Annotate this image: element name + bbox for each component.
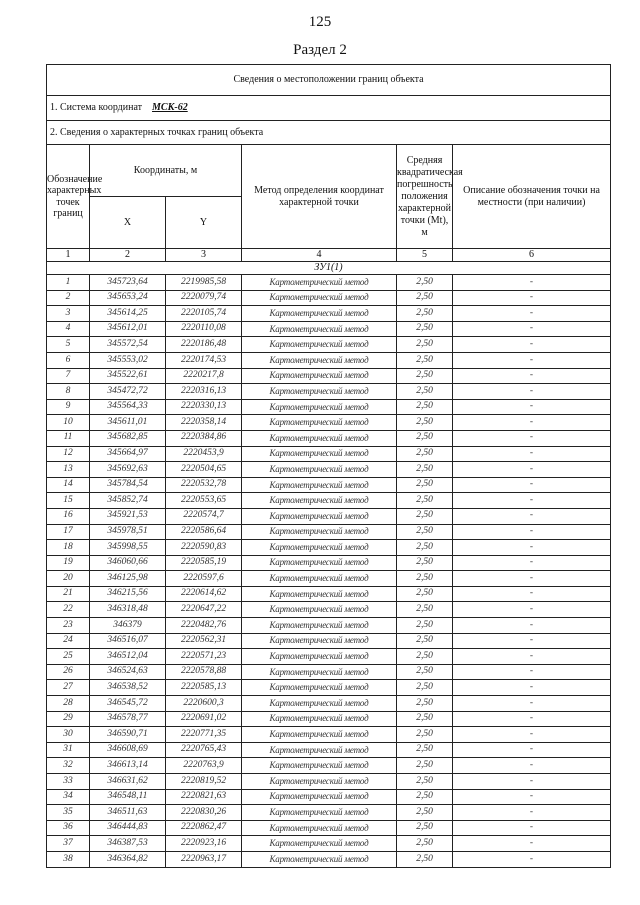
- y-coordinate-cell: 2220217,8: [166, 368, 242, 384]
- point-id-cell: 29: [47, 711, 90, 727]
- mean-error-cell: 2,50: [397, 352, 453, 368]
- description-cell: -: [453, 758, 611, 774]
- mean-error-cell: 2,50: [397, 789, 453, 805]
- section-title: Раздел 2: [293, 42, 347, 58]
- y-coordinate-cell: 2220571,23: [166, 649, 242, 665]
- x-coordinate-cell: 346387,53: [90, 836, 166, 852]
- table-row: [47, 524, 611, 540]
- table-row: [47, 649, 611, 665]
- point-id-cell: 15: [47, 493, 90, 509]
- table-row: [47, 275, 611, 291]
- mean-error-cell: 2,50: [397, 290, 453, 306]
- mean-error-cell: 2,50: [397, 555, 453, 571]
- method-cell: Картометрический метод: [242, 758, 397, 774]
- method-cell: Картометрический метод: [242, 633, 397, 649]
- description-cell: -: [453, 820, 611, 836]
- description-cell: -: [453, 805, 611, 821]
- point-id-cell: 28: [47, 696, 90, 712]
- description-cell: -: [453, 524, 611, 540]
- description-cell: -: [453, 368, 611, 384]
- table-row: [47, 384, 611, 400]
- coordinate-system-label: 1. Система координат: [50, 102, 143, 113]
- method-cell: Картометрический метод: [242, 540, 397, 556]
- point-id-cell: 30: [47, 727, 90, 743]
- point-id-cell: 10: [47, 415, 90, 431]
- method-cell: Картометрический метод: [242, 805, 397, 821]
- x-coordinate-cell: 346060,66: [90, 555, 166, 571]
- table-row: [47, 321, 611, 337]
- point-id-cell: 2: [47, 290, 90, 306]
- table-row: [47, 446, 611, 462]
- x-coordinate-cell: 346364,82: [90, 851, 166, 867]
- y-coordinate-cell: 2220574,7: [166, 508, 242, 524]
- description-cell: -: [453, 711, 611, 727]
- y-coordinate-cell: 2219985,58: [166, 275, 242, 291]
- mean-error-cell: 2,50: [397, 415, 453, 431]
- x-coordinate-cell: 346511,63: [90, 805, 166, 821]
- point-id-cell: 21: [47, 586, 90, 602]
- mean-error-cell: 2,50: [397, 462, 453, 478]
- method-cell: Картометрический метод: [242, 384, 397, 400]
- point-id-cell: 31: [47, 742, 90, 758]
- mean-error-cell: 2,50: [397, 306, 453, 322]
- method-cell: Картометрический метод: [242, 696, 397, 712]
- x-coordinate-cell: 345572,54: [90, 337, 166, 353]
- mean-error-cell: 2,50: [397, 430, 453, 446]
- method-cell: Картометрический метод: [242, 820, 397, 836]
- land-plot-label: ЗУ1(1): [47, 262, 611, 275]
- y-coordinate-cell: 2220482,76: [166, 618, 242, 634]
- table-row: [47, 368, 611, 384]
- method-cell: Картометрический метод: [242, 524, 397, 540]
- table-row: [47, 820, 611, 836]
- description-cell: -: [453, 664, 611, 680]
- description-cell: -: [453, 275, 611, 291]
- header-description: Описание обозначения точки на местности (при наличии): [453, 145, 611, 249]
- mean-error-cell: 2,50: [397, 275, 453, 291]
- description-cell: -: [453, 727, 611, 743]
- x-coordinate-cell: 345852,74: [90, 493, 166, 509]
- table-row: [47, 493, 611, 509]
- point-id-cell: 23: [47, 618, 90, 634]
- description-cell: -: [453, 290, 611, 306]
- x-coordinate-cell: 345522,61: [90, 368, 166, 384]
- method-cell: Картометрический метод: [242, 586, 397, 602]
- description-cell: -: [453, 680, 611, 696]
- column-number: 3: [166, 249, 242, 262]
- y-coordinate-cell: 2220586,64: [166, 524, 242, 540]
- column-number: 5: [397, 249, 453, 262]
- x-coordinate-cell: 346215,56: [90, 586, 166, 602]
- point-id-cell: 20: [47, 571, 90, 587]
- method-cell: Картометрический метод: [242, 571, 397, 587]
- point-id-cell: 17: [47, 524, 90, 540]
- x-coordinate-cell: 345664,97: [90, 446, 166, 462]
- mean-error-cell: 2,50: [397, 836, 453, 852]
- description-cell: -: [453, 399, 611, 415]
- y-coordinate-cell: 2220358,14: [166, 415, 242, 431]
- point-id-cell: 14: [47, 477, 90, 493]
- method-cell: Картометрический метод: [242, 742, 397, 758]
- x-coordinate-cell: 346608,69: [90, 742, 166, 758]
- y-coordinate-cell: 2220585,13: [166, 680, 242, 696]
- table-row: [47, 586, 611, 602]
- x-coordinate-cell: 345784,54: [90, 477, 166, 493]
- mean-error-cell: 2,50: [397, 758, 453, 774]
- boundary-points-table: [46, 64, 611, 868]
- method-cell: Картометрический метод: [242, 399, 397, 415]
- description-cell: -: [453, 540, 611, 556]
- method-cell: Картометрический метод: [242, 337, 397, 353]
- header-method: Метод определения координат характерной точки: [242, 145, 397, 249]
- y-coordinate-cell: 2220614,62: [166, 586, 242, 602]
- method-cell: Картометрический метод: [242, 430, 397, 446]
- x-coordinate-cell: 345612,01: [90, 321, 166, 337]
- description-cell: -: [453, 477, 611, 493]
- header-y: Y: [166, 197, 242, 249]
- table-row: [47, 602, 611, 618]
- x-coordinate-cell: 345472,72: [90, 384, 166, 400]
- point-id-cell: 33: [47, 774, 90, 790]
- y-coordinate-cell: 2220174,53: [166, 352, 242, 368]
- x-coordinate-cell: 346512,04: [90, 649, 166, 665]
- description-cell: -: [453, 586, 611, 602]
- x-coordinate-cell: 345653,24: [90, 290, 166, 306]
- x-coordinate-cell: 346379: [90, 618, 166, 634]
- mean-error-cell: 2,50: [397, 820, 453, 836]
- method-cell: Картометрический метод: [242, 774, 397, 790]
- point-id-cell: 1: [47, 275, 90, 291]
- x-coordinate-cell: 345682,85: [90, 430, 166, 446]
- point-id-cell: 27: [47, 680, 90, 696]
- method-cell: Картометрический метод: [242, 602, 397, 618]
- x-coordinate-cell: 345553,02: [90, 352, 166, 368]
- x-coordinate-cell: 346578,77: [90, 711, 166, 727]
- x-coordinate-cell: 346516,07: [90, 633, 166, 649]
- table-row: [47, 555, 611, 571]
- point-id-cell: 22: [47, 602, 90, 618]
- x-coordinate-cell: 345692,63: [90, 462, 166, 478]
- x-coordinate-cell: 346318,48: [90, 602, 166, 618]
- header-point-designation: Обозначение характерных точек границ: [47, 145, 90, 249]
- x-coordinate-cell: 345611,01: [90, 415, 166, 431]
- mean-error-cell: 2,50: [397, 321, 453, 337]
- point-id-cell: 34: [47, 789, 90, 805]
- method-cell: Картометрический метод: [242, 321, 397, 337]
- point-id-cell: 19: [47, 555, 90, 571]
- method-cell: Картометрический метод: [242, 649, 397, 665]
- mean-error-cell: 2,50: [397, 680, 453, 696]
- table-row: [47, 477, 611, 493]
- table-row: [47, 633, 611, 649]
- table-row: [47, 415, 611, 431]
- point-id-cell: 26: [47, 664, 90, 680]
- point-id-cell: 6: [47, 352, 90, 368]
- method-cell: Картометрический метод: [242, 789, 397, 805]
- mean-error-cell: 2,50: [397, 664, 453, 680]
- x-coordinate-cell: 346538,52: [90, 680, 166, 696]
- table-row: [47, 664, 611, 680]
- y-coordinate-cell: 2220963,17: [166, 851, 242, 867]
- y-coordinate-cell: 2220553,65: [166, 493, 242, 509]
- description-cell: -: [453, 462, 611, 478]
- point-id-cell: 16: [47, 508, 90, 524]
- y-coordinate-cell: 2220079,74: [166, 290, 242, 306]
- description-cell: -: [453, 337, 611, 353]
- description-cell: -: [453, 415, 611, 431]
- column-number: 4: [242, 249, 397, 262]
- mean-error-cell: 2,50: [397, 571, 453, 587]
- table-row: [47, 711, 611, 727]
- method-cell: Картометрический метод: [242, 618, 397, 634]
- point-id-cell: 35: [47, 805, 90, 821]
- description-cell: -: [453, 384, 611, 400]
- point-id-cell: 24: [47, 633, 90, 649]
- x-coordinate-cell: 345614,25: [90, 306, 166, 322]
- table-row: [47, 742, 611, 758]
- x-coordinate-cell: 346548,11: [90, 789, 166, 805]
- point-id-cell: 7: [47, 368, 90, 384]
- point-id-cell: 13: [47, 462, 90, 478]
- y-coordinate-cell: 2220453,9: [166, 446, 242, 462]
- y-coordinate-cell: 2220862,47: [166, 820, 242, 836]
- y-coordinate-cell: 2220590,83: [166, 540, 242, 556]
- y-coordinate-cell: 2220330,13: [166, 399, 242, 415]
- mean-error-cell: 2,50: [397, 384, 453, 400]
- x-coordinate-cell: 346125,98: [90, 571, 166, 587]
- y-coordinate-cell: 2220923,16: [166, 836, 242, 852]
- method-cell: Картометрический метод: [242, 477, 397, 493]
- description-cell: -: [453, 555, 611, 571]
- description-cell: -: [453, 430, 611, 446]
- point-id-cell: 37: [47, 836, 90, 852]
- table-row: [47, 571, 611, 587]
- description-cell: -: [453, 602, 611, 618]
- y-coordinate-cell: 2220600,3: [166, 696, 242, 712]
- page-number: 125: [308, 14, 332, 30]
- mean-error-cell: 2,50: [397, 586, 453, 602]
- method-cell: Картометрический метод: [242, 415, 397, 431]
- coordinate-system-value: МСК-62: [152, 102, 188, 113]
- mean-error-cell: 2,50: [397, 774, 453, 790]
- method-cell: Картометрический метод: [242, 368, 397, 384]
- description-cell: -: [453, 742, 611, 758]
- table-row: [47, 306, 611, 322]
- description-cell: -: [453, 352, 611, 368]
- point-id-cell: 36: [47, 820, 90, 836]
- y-coordinate-cell: 2220830,26: [166, 805, 242, 821]
- point-id-cell: 18: [47, 540, 90, 556]
- point-id-cell: 8: [47, 384, 90, 400]
- x-coordinate-cell: 346613,14: [90, 758, 166, 774]
- point-id-cell: 12: [47, 446, 90, 462]
- mean-error-cell: 2,50: [397, 446, 453, 462]
- description-cell: -: [453, 571, 611, 587]
- description-cell: -: [453, 446, 611, 462]
- table-row: [47, 337, 611, 353]
- table-row: [47, 680, 611, 696]
- x-coordinate-cell: 346590,71: [90, 727, 166, 743]
- description-cell: -: [453, 789, 611, 805]
- method-cell: Картометрический метод: [242, 508, 397, 524]
- table-row: [47, 758, 611, 774]
- y-coordinate-cell: 2220504,65: [166, 462, 242, 478]
- description-cell: -: [453, 633, 611, 649]
- y-coordinate-cell: 2220110,08: [166, 321, 242, 337]
- header-x: X: [90, 197, 166, 249]
- description-cell: -: [453, 649, 611, 665]
- table-row: [47, 851, 611, 867]
- point-id-cell: 25: [47, 649, 90, 665]
- method-cell: Картометрический метод: [242, 462, 397, 478]
- y-coordinate-cell: 2220819,52: [166, 774, 242, 790]
- x-coordinate-cell: 345723,64: [90, 275, 166, 291]
- table-row: [47, 618, 611, 634]
- mean-error-cell: 2,50: [397, 851, 453, 867]
- description-cell: -: [453, 851, 611, 867]
- mean-error-cell: 2,50: [397, 477, 453, 493]
- column-number: 2: [90, 249, 166, 262]
- mean-error-cell: 2,50: [397, 540, 453, 556]
- table-row: [47, 540, 611, 556]
- y-coordinate-cell: 2220532,78: [166, 477, 242, 493]
- x-coordinate-cell: 346545,72: [90, 696, 166, 712]
- table-row: [47, 774, 611, 790]
- mean-error-cell: 2,50: [397, 649, 453, 665]
- description-cell: -: [453, 696, 611, 712]
- description-cell: -: [453, 508, 611, 524]
- mean-error-cell: 2,50: [397, 618, 453, 634]
- y-coordinate-cell: 2220763,9: [166, 758, 242, 774]
- y-coordinate-cell: 2220597,6: [166, 571, 242, 587]
- y-coordinate-cell: 2220647,22: [166, 602, 242, 618]
- point-id-cell: 9: [47, 399, 90, 415]
- point-id-cell: 3: [47, 306, 90, 322]
- mean-error-cell: 2,50: [397, 711, 453, 727]
- point-id-cell: 4: [47, 321, 90, 337]
- method-cell: Картометрический метод: [242, 275, 397, 291]
- x-coordinate-cell: 346524,63: [90, 664, 166, 680]
- method-cell: Картометрический метод: [242, 290, 397, 306]
- table-row: [47, 352, 611, 368]
- table-row: [47, 430, 611, 446]
- method-cell: Картометрический метод: [242, 851, 397, 867]
- method-cell: Картометрический метод: [242, 727, 397, 743]
- method-cell: Картометрический метод: [242, 493, 397, 509]
- table-row: [47, 462, 611, 478]
- y-coordinate-cell: 2220562,31: [166, 633, 242, 649]
- mean-error-cell: 2,50: [397, 508, 453, 524]
- y-coordinate-cell: 2220585,19: [166, 555, 242, 571]
- points-info-label: 2. Сведения о характерных точках границ объекта: [47, 121, 611, 145]
- mean-error-cell: 2,50: [397, 493, 453, 509]
- x-coordinate-cell: 345998,55: [90, 540, 166, 556]
- mean-error-cell: 2,50: [397, 602, 453, 618]
- mean-error-cell: 2,50: [397, 727, 453, 743]
- method-cell: Картометрический метод: [242, 352, 397, 368]
- point-id-cell: 5: [47, 337, 90, 353]
- mean-error-cell: 2,50: [397, 805, 453, 821]
- mean-error-cell: 2,50: [397, 368, 453, 384]
- method-cell: Картометрический метод: [242, 306, 397, 322]
- method-cell: Картометрический метод: [242, 446, 397, 462]
- point-id-cell: 32: [47, 758, 90, 774]
- y-coordinate-cell: 2220765,43: [166, 742, 242, 758]
- y-coordinate-cell: 2220771,35: [166, 727, 242, 743]
- description-cell: -: [453, 321, 611, 337]
- y-coordinate-cell: 2220691,02: [166, 711, 242, 727]
- x-coordinate-cell: 346444,83: [90, 820, 166, 836]
- method-cell: Картометрический метод: [242, 664, 397, 680]
- x-coordinate-cell: 345921,53: [90, 508, 166, 524]
- point-id-cell: 11: [47, 430, 90, 446]
- column-number: 6: [453, 249, 611, 262]
- mean-error-cell: 2,50: [397, 696, 453, 712]
- coordinate-system-row: [47, 96, 611, 121]
- header-mean-error: Средняя квадратическая погрешность положения характерной точки (Mt), м: [397, 145, 453, 249]
- x-coordinate-cell: 346631,62: [90, 774, 166, 790]
- y-coordinate-cell: 2220316,13: [166, 384, 242, 400]
- description-cell: -: [453, 493, 611, 509]
- method-cell: Картометрический метод: [242, 711, 397, 727]
- column-number: 1: [47, 249, 90, 262]
- y-coordinate-cell: 2220578,88: [166, 664, 242, 680]
- x-coordinate-cell: 345564,33: [90, 399, 166, 415]
- mean-error-cell: 2,50: [397, 399, 453, 415]
- table-row: [47, 399, 611, 415]
- method-cell: Картометрический метод: [242, 680, 397, 696]
- description-cell: -: [453, 618, 611, 634]
- y-coordinate-cell: 2220384,86: [166, 430, 242, 446]
- y-coordinate-cell: 2220821,63: [166, 789, 242, 805]
- y-coordinate-cell: 2220186,48: [166, 337, 242, 353]
- table-row: [47, 508, 611, 524]
- mean-error-cell: 2,50: [397, 524, 453, 540]
- table-row: [47, 727, 611, 743]
- table-row: [47, 696, 611, 712]
- table-title: Сведения о местоположении границ объекта: [47, 65, 611, 96]
- table-row: [47, 789, 611, 805]
- description-cell: -: [453, 774, 611, 790]
- table-row: [47, 836, 611, 852]
- x-coordinate-cell: 345978,51: [90, 524, 166, 540]
- header-coordinates: Координаты, м: [90, 145, 242, 197]
- description-cell: -: [453, 306, 611, 322]
- mean-error-cell: 2,50: [397, 633, 453, 649]
- table-row: [47, 290, 611, 306]
- method-cell: Картометрический метод: [242, 836, 397, 852]
- mean-error-cell: 2,50: [397, 337, 453, 353]
- method-cell: Картометрический метод: [242, 555, 397, 571]
- point-id-cell: 38: [47, 851, 90, 867]
- y-coordinate-cell: 2220105,74: [166, 306, 242, 322]
- description-cell: -: [453, 836, 611, 852]
- mean-error-cell: 2,50: [397, 742, 453, 758]
- table-row: [47, 805, 611, 821]
